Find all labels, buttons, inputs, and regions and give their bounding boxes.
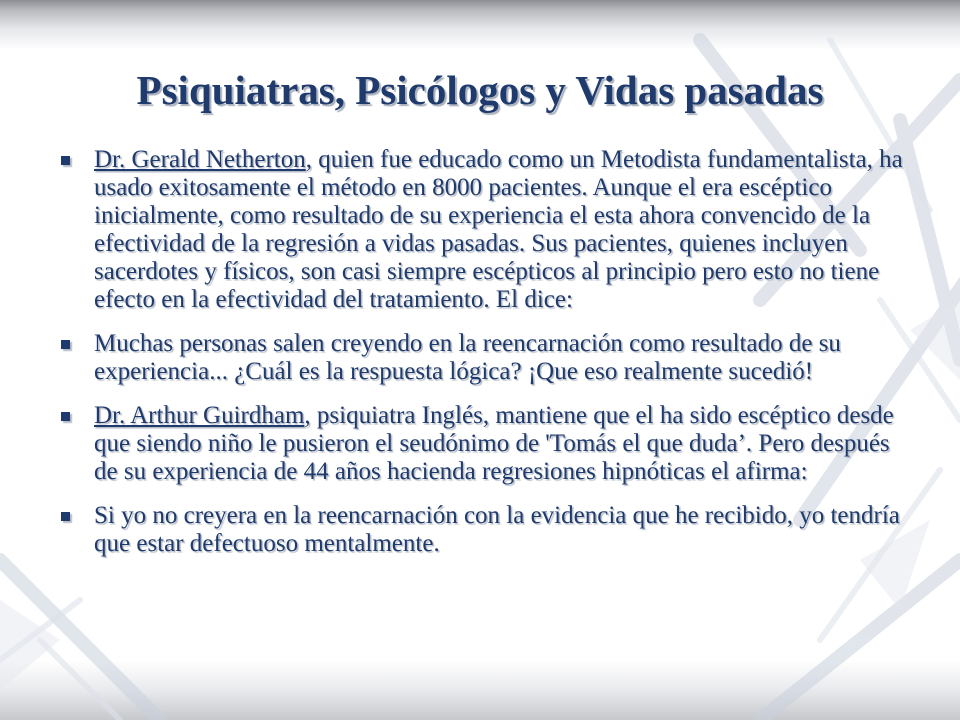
bullet-item-guirdham (58, 402, 910, 486)
square-bullet-icon (61, 412, 70, 421)
slide-title: Psiquiatras, Psicólogos y Vidas pasadas (136, 67, 824, 113)
bullet-text: Muchas personas salen creyendo en la reencarnación como resultado de su experiencia... ¿Cuál es la respuesta lógica? ¡Que eso realmente sucedió! (94, 330, 841, 385)
square-bullet-icon (61, 156, 70, 165)
bullet-item-quote-1 (58, 330, 910, 386)
square-bullet-icon (61, 512, 70, 521)
bullet-text: , quien fue educado como un Metodista fundamentalista, ha usado exitosamente el método en 8000 pacientes. Aunque el era escéptico inicialmente, como resultado de su experiencia el esta ahora convencido de la efectividad de la regresión a vidas pasadas. Sus pacientes, quienes incluyen sacerdotes y físicos, son casi siempre escépticos al principio pero esto no tiene efecto en la efectividad del tratamiento. El dice: (94, 146, 903, 313)
bullet-text: Si yo no creyera en la reencarnación con la evidencia que he recibido, yo tendría que estar defectuoso mentalmente. (94, 502, 900, 557)
bullet-item-netherton (58, 146, 910, 314)
bullet-item-quote-2 (58, 502, 910, 558)
square-bullet-icon (61, 340, 70, 349)
name-link-netherton[interactable]: Dr. Gerald Netherton (94, 146, 306, 173)
bullet-list (58, 146, 910, 574)
name-link-guirdham[interactable]: Dr. Arthur Guirdham (94, 402, 305, 429)
bullet-text: , psiquiatra Inglés, mantiene que el ha sido escéptico desde que siendo niño le pusieron el seudónimo de 'Tomás el que duda’. Pero después de su experiencia de 44 años hacienda regresiones hipnóticas el afirma: (94, 402, 894, 485)
